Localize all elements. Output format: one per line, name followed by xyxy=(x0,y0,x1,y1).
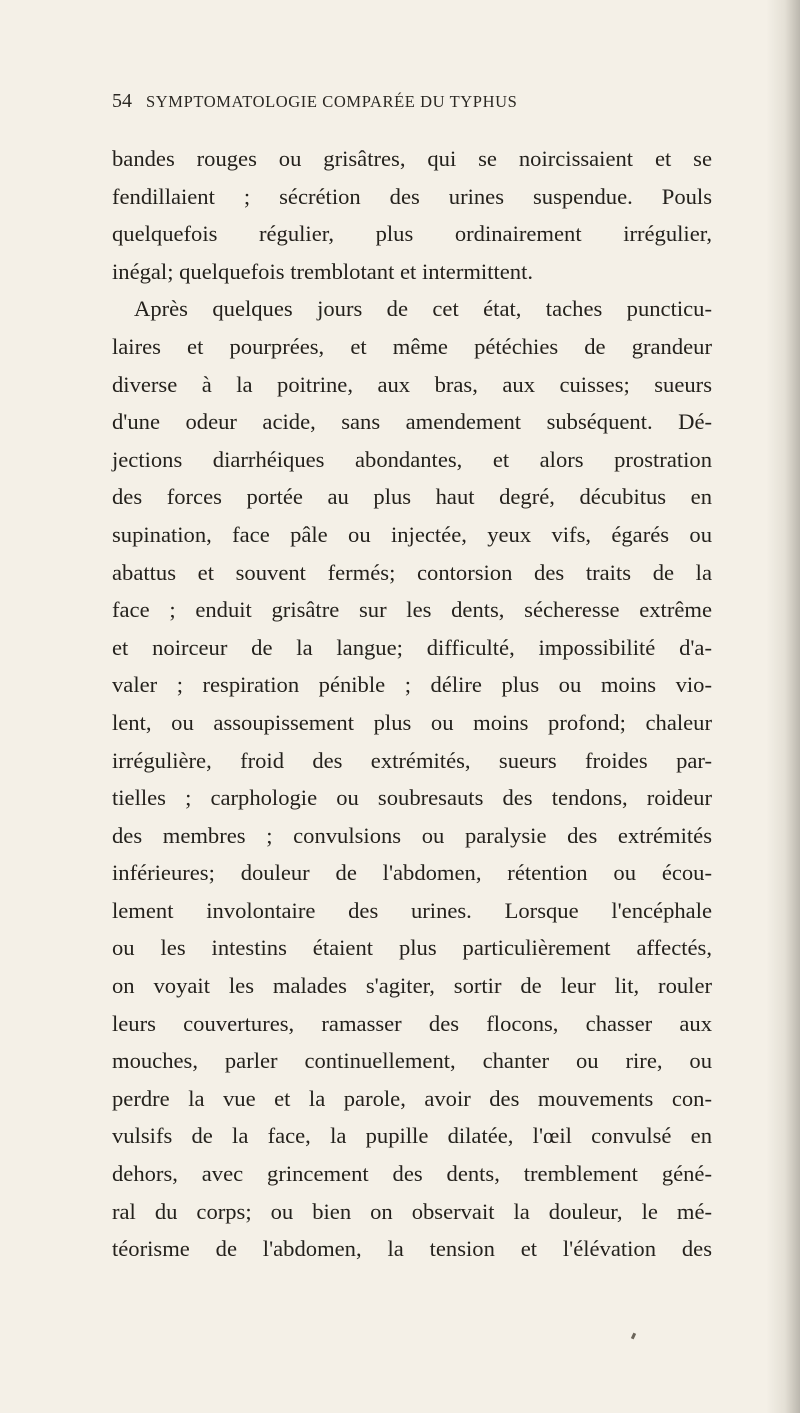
body-text xyxy=(112,140,712,1268)
text-line: des membres ; convulsions ou paralysie des extrémités xyxy=(112,822,712,848)
text-line: ral du corps; ou bien on observait la douleur, le mé- xyxy=(112,1198,712,1224)
running-title: SYMPTOMATOLOGIE COMPARÉE DU TYPHUS xyxy=(146,92,518,111)
ink-speck xyxy=(631,1333,636,1340)
text-line: des forces portée au plus haut degré, décubitus en xyxy=(112,484,712,510)
text-line: inférieures; douleur de l'abdomen, rétention ou écou- xyxy=(112,860,712,886)
text-line: quelquefois régulier, plus ordinairement irrégulier, xyxy=(112,221,712,247)
text-line: inégal; quelquefois tremblotant et intermittent. xyxy=(112,258,534,284)
page-header xyxy=(112,90,712,120)
text-line: on voyait les malades s'agiter, sortir de leur lit, rouler xyxy=(112,973,712,999)
text-line: laires et pourprées, et même pétéchies de grandeur xyxy=(112,333,712,359)
text-line: lement involontaire des urines. Lorsque l'encéphale xyxy=(112,897,712,923)
text-line: valer ; respiration pénible ; délire plus ou moins vio- xyxy=(112,672,712,698)
text-line: face ; enduit grisâtre sur les dents, sécheresse extrême xyxy=(112,597,712,623)
text-line: tielles ; carphologie ou soubresauts des tendons, roideur xyxy=(112,785,712,811)
text-line: téorisme de l'abdomen, la tension et l'élévation des xyxy=(112,1236,712,1262)
text-line: leurs couvertures, ramasser des flocons, chasser aux xyxy=(112,1010,712,1036)
text-line: diverse à la poitrine, aux bras, aux cuisses; sueurs xyxy=(112,371,712,397)
text-line: irrégulière, froid des extrémités, sueurs froides par- xyxy=(112,747,712,773)
text-line: bandes rouges ou grisâtres, qui se noircissaient et se xyxy=(112,146,712,171)
text-line: mouches, parler continuellement, chanter ou rire, ou xyxy=(112,1048,712,1074)
text-line: supination, face pâle ou injectée, yeux vifs, égarés ou xyxy=(112,521,712,547)
text-line: fendillaient ; sécrétion des urines suspendue. Pouls xyxy=(112,183,712,209)
text-line: vulsifs de la face, la pupille dilatée, l'œil convulsé en xyxy=(112,1123,712,1149)
text-line: et noirceur de la langue; difficulté, impossibilité d'a- xyxy=(112,634,712,660)
text-line: jections diarrhéiques abondantes, et alors prostration xyxy=(112,446,712,472)
page-binding-shadow xyxy=(766,0,800,1413)
text-line: d'une odeur acide, sans amendement subséquent. Dé- xyxy=(112,409,712,435)
text-line: ou les intestins étaient plus particulièrement affectés, xyxy=(112,935,712,961)
text-line: Après quelques jours de cet état, taches puncticu- xyxy=(134,296,712,322)
text-line: abattus et souvent fermés; contorsion des traits de la xyxy=(112,559,712,585)
text-line: perdre la vue et la parole, avoir des mouvements con- xyxy=(112,1085,712,1111)
page-number: 54 xyxy=(112,90,132,112)
text-line: dehors, avec grincement des dents, tremblement géné- xyxy=(112,1161,712,1187)
text-line: lent, ou assoupissement plus ou moins profond; chaleur xyxy=(112,709,712,735)
